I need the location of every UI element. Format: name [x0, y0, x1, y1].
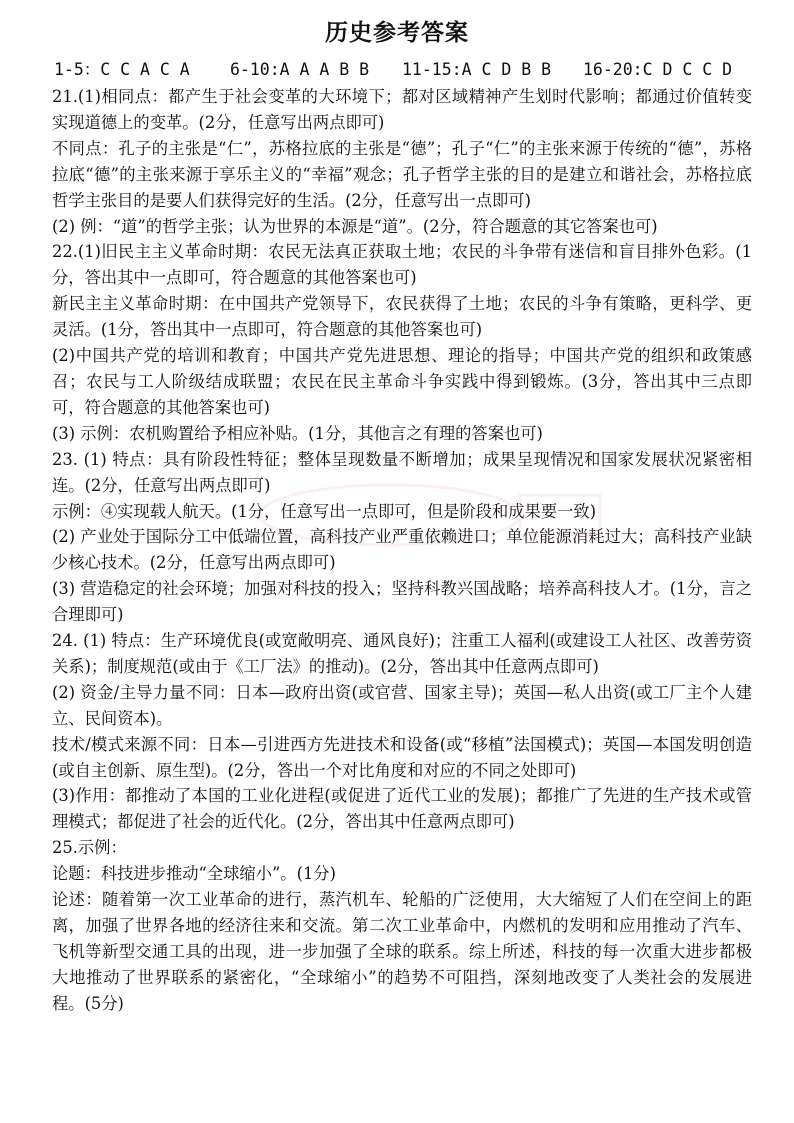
answer-21-1-similarities: 21.(1)相同点：都产生于社会变革的大环境下；都对区域精神产生划时代影响；都通过价值转变实现道德上的变革。(2分，任意写出两点即可) — [52, 87, 752, 132]
answer-25-heading: 25.示例： — [52, 838, 127, 858]
mc-group-16-20: 16-20:C D C C D — [583, 60, 733, 79]
answer-22-1-old-democratic: 22.(1)旧民主主义革命时期：农民无法真正获取土地；农民的斗争带有迷信和盲目排外色彩。(1分，答出其中一点即可，符合题意的其他答案也可) — [52, 242, 752, 288]
answer-24-1: 24. (1) 特点：生产环境优良(或宽敞明亮、通风良好)；注重工人福利(或建设工人社区、改善劳资关系)；制度规范(或由于《工厂法》的推动)。(2分，答出其中任意两点即可) — [52, 631, 752, 676]
answer-22-3: (3) 示例：农机购置给予相应补贴。(1分，其他言之有理的答案也可) — [52, 423, 543, 443]
answer-23-1: 23. (1) 特点：具有阶段性特征；整体呈现数量不断增加；成果呈现情况和国家发展状况紧密相连。(2分，任意写出两点即可) — [52, 449, 752, 495]
mc-group-11-15: 11-15:A C D B B — [402, 60, 552, 79]
answer-24-2-capital: (2) 资金/主导力量不同：日本—政府出资(或官营、国家主导)；英国—私人出资(或工厂主个人建立、民间资本)。 — [52, 682, 752, 728]
page-title: 历史参考答案 — [325, 20, 469, 46]
answer-23-3: (3) 营造稳定的社会环境；加强对科技的投入；坚持科教兴国战略；培养高科技人才。(1分，言之合理即可) — [52, 579, 752, 625]
answer-24-2-technology: 技术/模式来源不同：日本—引进西方先进技术和设备(或“移植”法国模式)；英国—本国发明创造(或自主创新、原生型)。(2分，答出一个对比角度和对应的不同之处即可) — [52, 734, 752, 780]
answer-25-argument: 论述：随着第一次工业革命的进行，蒸汽机车、轮船的广泛使用，大大缩短了人们在空间上的距离，加强了世界各地的经济往来和交流。第二次工业革命中，内燃机的发明和应用推动了汽车、飞机等新型交通工具的出现，进一步加强了全球的联系。综上所述，科技的每一次重大进步都极大地推动了世界联系的紧密化，“全球缩小”的趋势不可阻挡，深刻地改变了人类社会的发展进程。(5分) — [52, 890, 752, 1013]
answer-22-2: (2)中国共产党的培训和教育；中国共产党先进思想、理论的指导；中国共产党的组织和政策感召；农民与工人阶级结成联盟；农民在民主革命斗争实践中得到锻炼。(3分，答出其中三点即可，符合题意的其他答案也可) — [52, 346, 752, 417]
answer-body — [52, 84, 752, 1017]
mc-group-6-10: 6-10:A A A B B — [230, 60, 370, 79]
answer-21-2: (2) 例：“道”的哲学主张；认为世界的本源是“道”。(2分，符合题意的其它答案也可) — [52, 216, 658, 236]
answer-23-2: (2) 产业处于国际分工中低端位置，高科技产业严重依赖进口；单位能源消耗过大；高科技产业缺少核心技术。(2分，任意写出两点即可) — [52, 527, 752, 573]
answer-23-example: 示例：④实现载人航天。(1分，任意写出一点即可，但是阶段和成果要一致) — [52, 501, 597, 521]
answer-25-thesis: 论题：科技进步推动“全球缩小”。(1分) — [52, 864, 336, 884]
answer-21-1-differences: 不同点：孔子的主张是“仁”，苏格拉底的主张是“德”；孔子“仁”的主张来源于传统的“德”，苏格拉底“德”的主张来源于享乐主义的“幸福”观念；孔子哲学主张的目的是建立和谐社会，苏格拉底哲学主张目的是要人们获得完好的生活。(2分，任意写出一点即可) — [52, 138, 752, 210]
multiple-choice-answers — [54, 58, 744, 82]
answer-24-3: (3)作用：都推动了本国的工业化进程(或促进了近代工业的发展)；都推广了先进的生产技术或管理模式；都促进了社会的近代化。(2分，答出其中任意两点即可) — [52, 786, 752, 832]
mc-group-1-5: 1-5：C C A C A — [54, 60, 190, 79]
answer-22-1-new-democratic: 新民主主义革命时期：在中国共产党领导下，农民获得了土地；农民的斗争有策略，更科学、更灵活。(1分，答出其中一点即可，符合题意的其他答案也可) — [52, 294, 752, 340]
